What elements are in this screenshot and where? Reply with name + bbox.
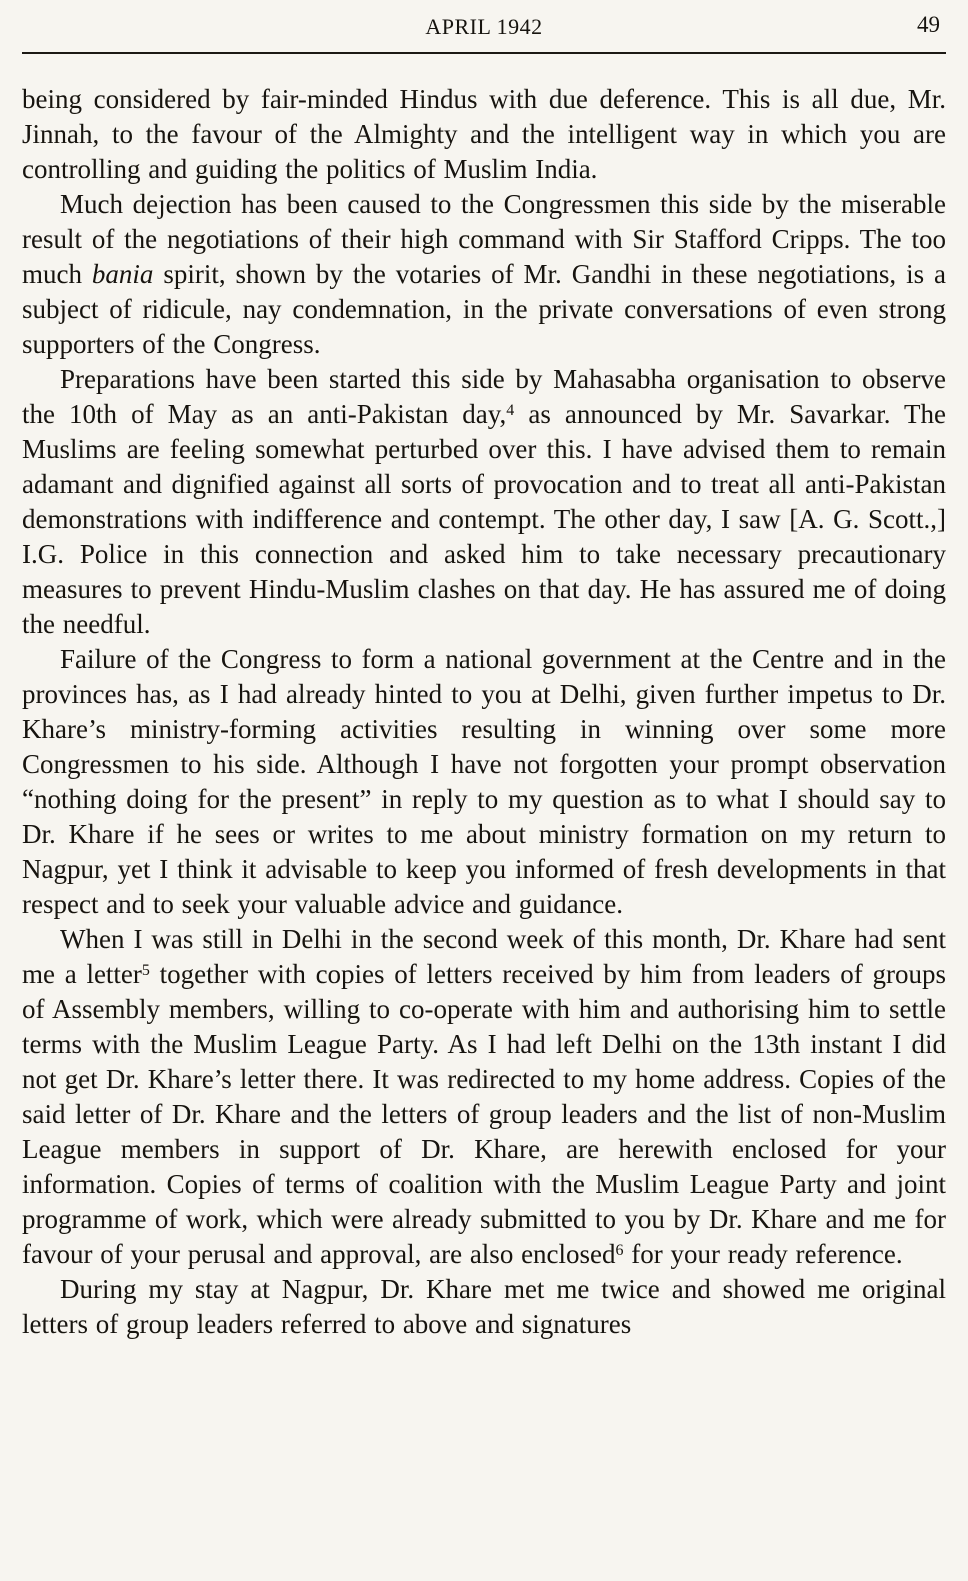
page-number: 49 [917,12,940,37]
footnote-reference: 5 [141,962,150,979]
paragraph-text: Failure of the Congress to form a national government at the Centre and in the provinces has, as I had already hinted to you at Delhi, given further impetus to Dr. Khare’s ministry-forming activities resulting in winning over some more Congressmen to his side. Although I have not forgotten your prompt observation “nothing doing for the present” in reply to my question as to what I should say to Dr. Khare if he sees or writes to me about ministry formation on my return to Nagpur, yet I think it advisable to keep you informed of fresh developments in that respect and to seek your valuable advice and guidance. [22,644,946,919]
paragraph-text: During my stay at Nagpur, Dr. Khare met me twice and showed me original letters of group leaders referred to above and signatures [22,1274,946,1339]
paragraph-continuation [22,82,946,187]
footnote-reference: 6 [615,1242,624,1259]
paragraph-text: being considered by fair-minded Hindus with due deference. This is all due, Mr. Jinnah, to the favour of the Almighty and the intelligent way in which you are controlling and guiding the politics of Muslim India. [22,84,946,184]
paragraph-text: spirit, shown by the votaries of Mr. Gandhi in these negotiations, is a subject of ridicule, nay condemnation, in the private conversations of even strong supporters of the Congress. [22,259,946,359]
footnote-reference: 4 [506,402,515,419]
paragraph-text: together with copies of letters received by him from leaders of groups of Assembly members, willing to co-operate with him and authorising him to settle terms with the Muslim League Party. As I had left Delhi on the 13th instant I did not get Dr. Khare’s letter there. It was redirected to my home address. Copies of the said letter of Dr. Khare and the letters of group leaders and the list of non-Muslim League members in support of Dr. Khare, are herewith enclosed for your information. Copies of terms of coalition with the Muslim League Party and joint programme of work, which were already submitted to you by Dr. Khare and me for favour of your perusal and approval, are also enclosed [22,959,946,1269]
paragraph [22,922,946,1272]
paragraph [22,187,946,362]
paragraph [22,642,946,922]
running-title: APRIL 1942 [425,14,543,39]
paragraph-text: Preparations have been started this side by Mahasabha organisation to observe the 10th of May as an anti-Pakistan day, [22,364,946,429]
paragraph-text: When I was still in Delhi in the second week of this month, Dr. Khare had sent me a letter [22,924,946,989]
header-rule [22,52,946,54]
paragraph [22,362,946,642]
paragraph-text: for your ready reference. [623,1239,903,1269]
paragraph [22,1272,946,1342]
body-text [22,82,946,1342]
italic-term: bania [91,259,154,289]
page-header [22,12,946,46]
paragraph-text: Much dejection has been caused to the Congressmen this side by the miserable result of the negotiations of their high command with Sir Stafford Cripps. The too much [22,189,946,289]
paragraph-text: as announced by Mr. Savarkar. The Muslims are feeling somewhat perturbed over this. I have advised them to remain adamant and dignified against all sorts of provocation and to treat all anti-Pakistan demonstrations with indifference and contempt. The other day, I saw [A. G. Scott.,] I.G. Police in this connection and asked him to take necessary precautionary measures to prevent Hindu-Muslim clashes on that day. He has assured me of doing the needful. [22,399,946,639]
